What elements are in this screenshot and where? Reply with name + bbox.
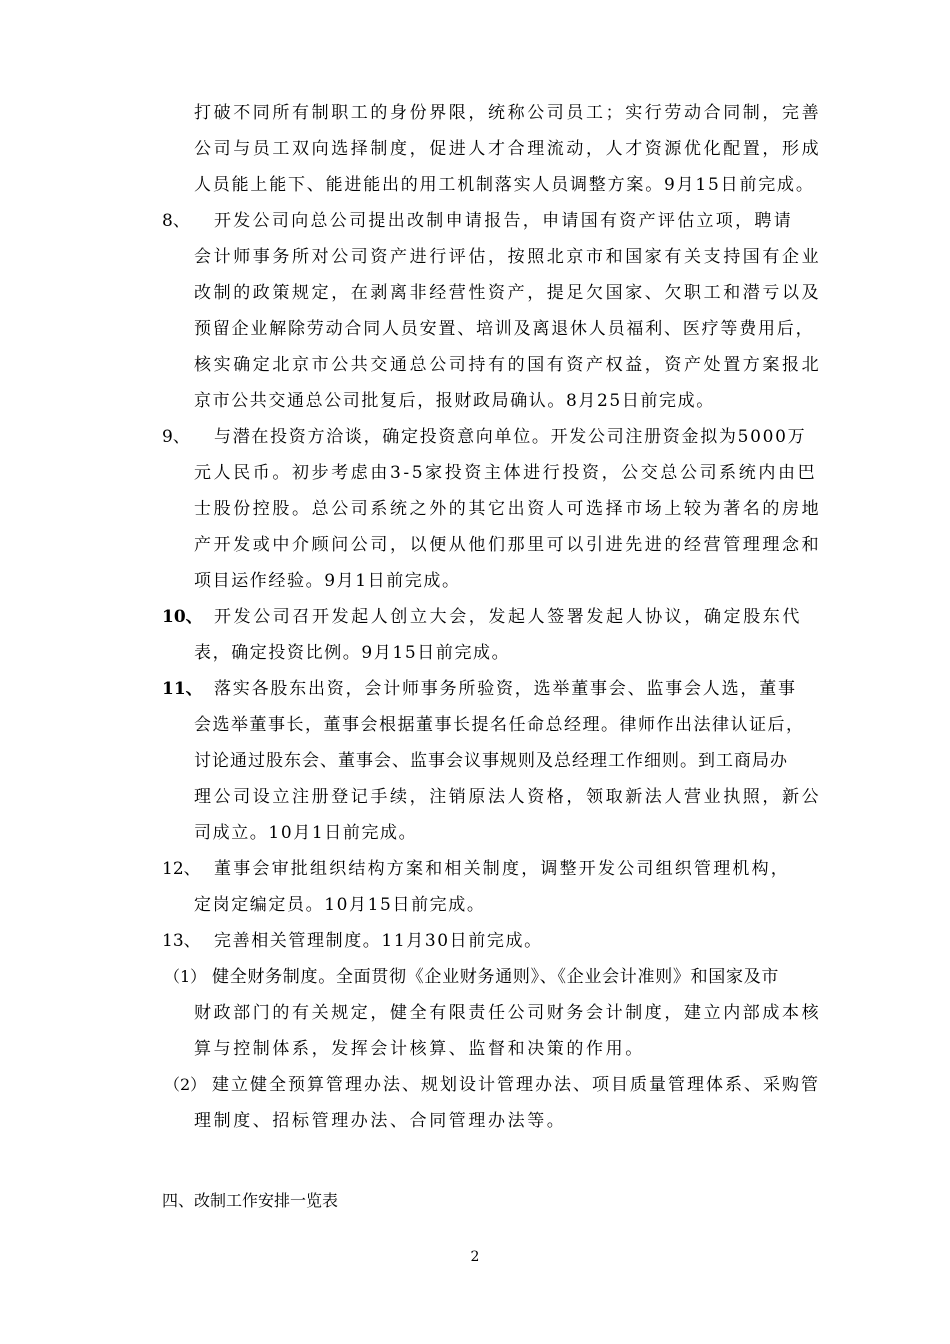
text-line: 元人民币。初步考虑由3-5家投资主体进行投资，公交总公司系统内由巴 (194, 463, 818, 483)
text-line: 算与控制体系，发挥会计核算、监督和决策的作用。 (194, 1039, 645, 1059)
page-number: 2 (470, 1249, 480, 1265)
text-line: 定岗定编定员。10月15日前完成。 (194, 895, 486, 915)
text-line: 落实各股东出资，会计师事务所验资，选举董事会、监事会人选，董事 (214, 679, 797, 699)
text-line: 京市公共交通总公司批复后，报财政局确认。8月25日前完成。 (194, 391, 715, 411)
item-number: 8、 (162, 211, 190, 231)
text-line: 人员能上能下、能进能出的用工机制落实人员调整方案。9月15日前完成。 (194, 175, 815, 195)
text-line: 健全财务制度。全面贯彻《企业财务通则》、《企业会计准则》和国家及市 (212, 967, 780, 987)
text-line: 理公司设立注册登记手续，注销原法人资格，领取新法人营业执照，新公 (194, 787, 822, 807)
text-line: 项目运作经验。9月1日前完成。 (194, 571, 461, 591)
text-line: 会选举董事长，董事会根据董事长提名任命总经理。律师作出法律认证后， (194, 715, 805, 735)
text-line: 开发公司召开发起人创立大会，发起人签署发起人协议，确定股东代 (214, 607, 802, 627)
item-number: （2） (164, 1075, 207, 1094)
text-line: 预留企业解除劳动合同人员安置、培训及离退休人员福利、医疗等费用后， (194, 319, 815, 339)
text-line: 讨论通过股东会、董事会、监事会议事规则及总经理工作细则。到工商局办 (194, 751, 788, 771)
text-line: 与潜在投资方洽谈，确定投资意向单位。开发公司注册资金拟为5000万 (214, 427, 807, 447)
text-line: 改制的政策规定，在剥离非经营性资产，提足欠国家、欠职工和潜亏以及 (194, 283, 822, 303)
text-line: 表，确定投资比例。9月15日前完成。 (194, 643, 511, 663)
text-line: 财政部门的有关规定，健全有限责任公司财务会计制度，建立内部成本核 (194, 1003, 822, 1023)
text-line: 完善相关管理制度。11月30日前完成。 (214, 931, 543, 951)
item-number: 12、 (162, 859, 201, 879)
section-heading: 四、改制工作安排一览表 (162, 1191, 339, 1210)
text-line: 会计师事务所对公司资产进行评估，按照北京市和国家有关支持国有企业 (194, 247, 822, 267)
item-number: 11、 (162, 679, 203, 699)
text-line: 士股份控股。总公司系统之外的其它出资人可选择市场上较为著名的房地 (194, 499, 822, 519)
item-number: 13、 (162, 931, 201, 951)
item-number: （1） (164, 967, 207, 986)
text-line: 产开发或中介顾问公司，以便从他们那里可以引进先进的经营管理理念和 (194, 535, 822, 555)
text-line: 公司与员工双向选择制度，促进人才合理流动，人才资源优化配置，形成 (194, 139, 822, 159)
text-line: 司成立。10月1日前完成。 (194, 823, 418, 843)
item-number: 9、 (162, 427, 190, 447)
text-line: 核实确定北京市公共交通总公司持有的国有资产权益，资产处置方案报北 (194, 355, 822, 375)
text-line: 董事会审批组织结构方案和相关制度，调整开发公司组织管理机构， (214, 859, 790, 879)
text-line: 打破不同所有制职工的身份界限，统称公司员工；实行劳动合同制，完善 (194, 103, 822, 123)
text-line: 建立健全预算管理办法、规划设计管理办法、项目质量管理体系、采购管 (212, 1075, 820, 1095)
text-line: 开发公司向总公司提出改制申请报告，申请国有资产评估立项，聘请 (214, 211, 793, 231)
item-number: 10、 (162, 607, 203, 627)
text-line: 理制度、招标管理办法、合同管理办法等。 (194, 1111, 567, 1131)
